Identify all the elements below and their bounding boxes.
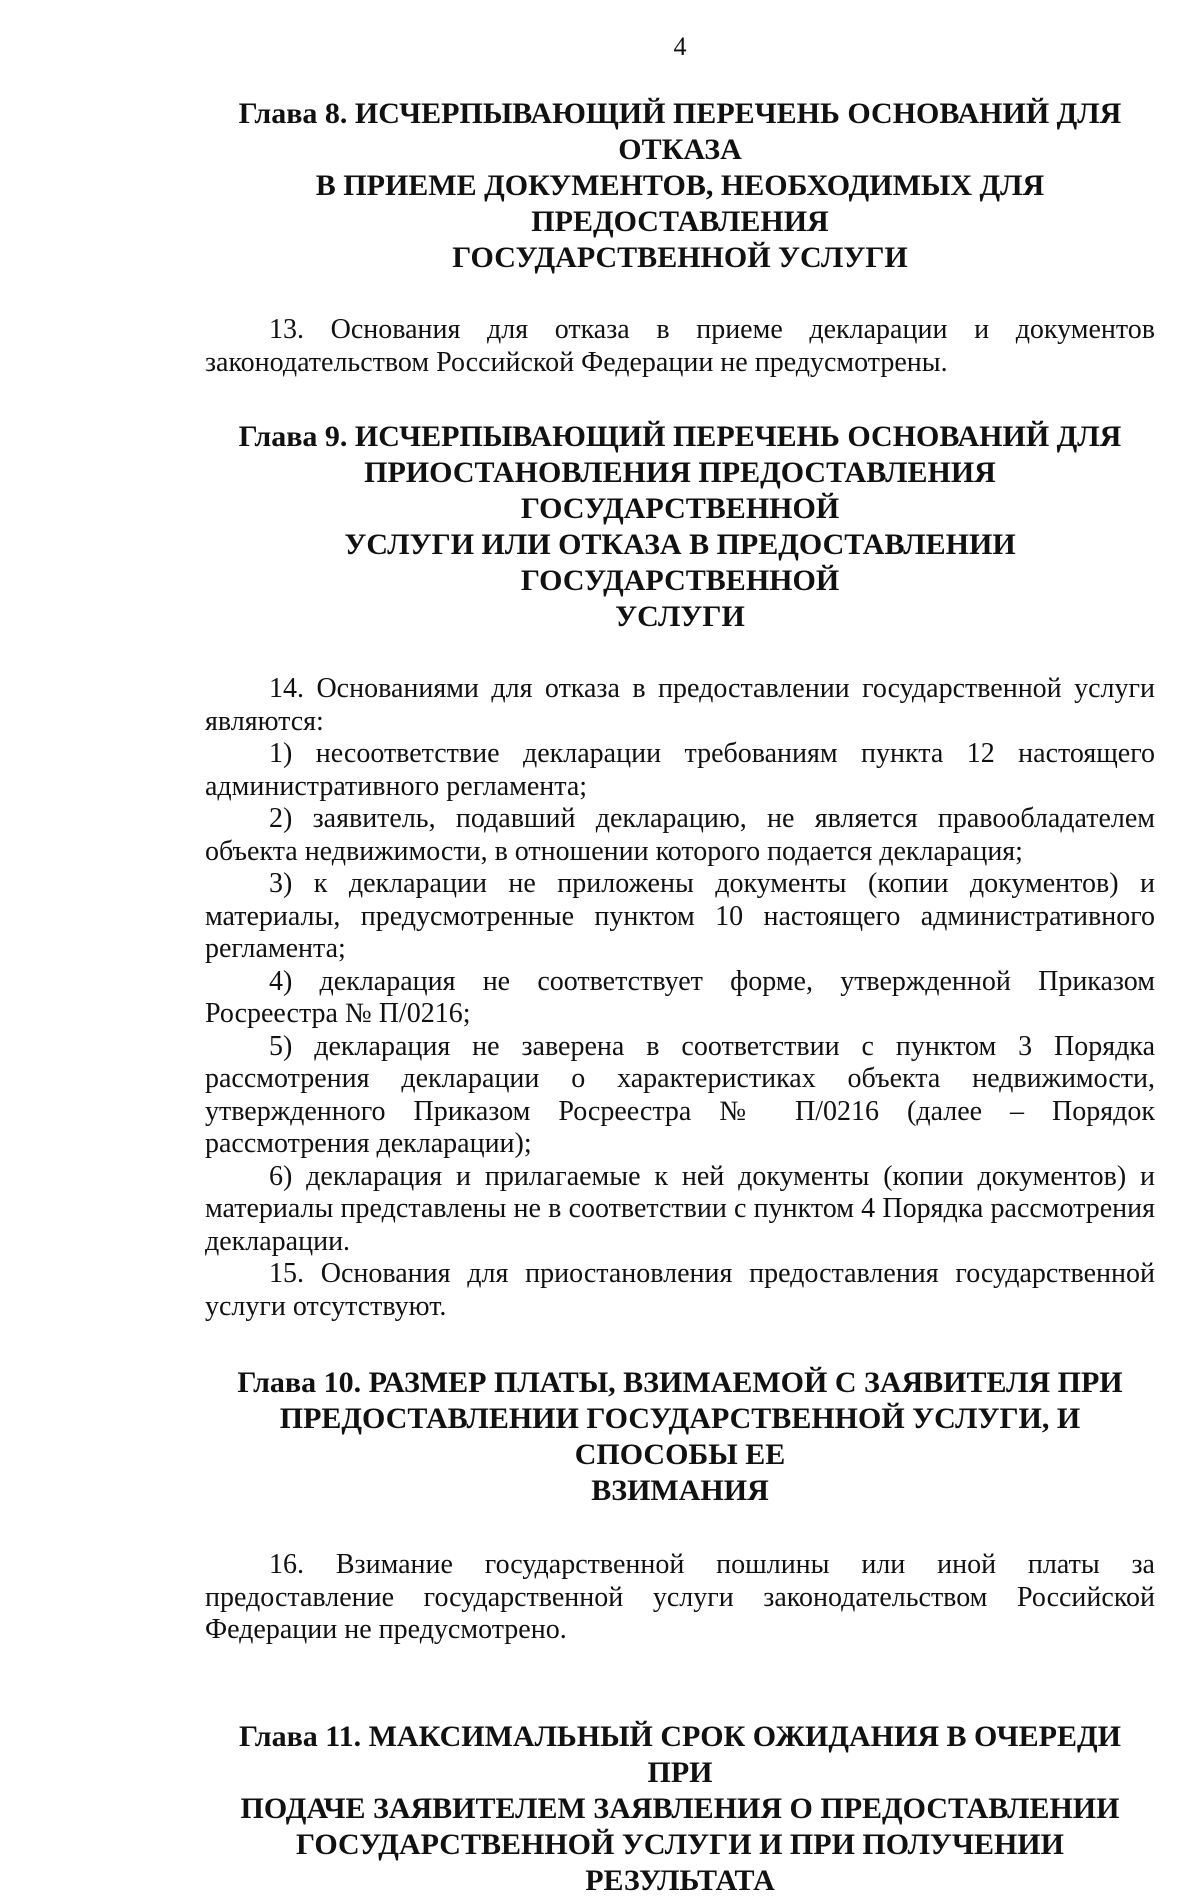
heading-line: ГОСУДАРСТВЕННОЙ УСЛУГИ	[452, 241, 908, 274]
page-number: 4	[673, 32, 687, 61]
list-item-6: 6) декларация и прилагаемые к ней документы (копии документов) и материалы представлены не в соответствии с пунктом 4 Порядка рассмотрения декларации.	[205, 1160, 1155, 1257]
heading-line: В ПРИЕМЕ ДОКУМЕНТОВ, НЕОБХОДИМЫХ ДЛЯ ПРЕДОСТАВЛЕНИЯ	[315, 169, 1045, 238]
paragraph-13: 13. Основания для отказа в приеме декларации и документов законодательством Российской Федерации не предусмотрены.	[205, 314, 1155, 378]
chapter-10-heading	[205, 1365, 1155, 1509]
list-item-5: 5) декларация не заверена в соответствии с пунктом 3 Порядка рассмотрения декларации о характеристиках объекта недвижимости, утвержденного Приказом Росреестра № П/0216 (далее – Порядок рассмотрения декларации);	[205, 1030, 1155, 1159]
chapter-11-heading	[205, 1719, 1155, 1899]
chapter-9-heading	[205, 419, 1155, 635]
paragraph-15: 15. Основания для приостановления предоставления государственной услуги отсутствуют.	[205, 1258, 1155, 1322]
list-item-4: 4) декларация не соответствует форме, утвержденной Приказом Росреестра № П/0216;	[205, 965, 1155, 1029]
list-item-1: 1) несоответствие декларации требованиям пункта 12 настоящего административного регламента;	[205, 738, 1155, 802]
heading-line: ГОСУДАРСТВЕННОЙ УСЛУГИ И ПРИ ПОЛУЧЕНИИ РЕЗУЛЬТАТА	[296, 1827, 1064, 1897]
paragraph-16: 16. Взимание государственной пошлины или иной платы за предоставление государственной услуги законодательством Российской Федерации не предусмотрено.	[205, 1549, 1155, 1645]
heading-line: Глава 8. ИСЧЕРПЫВАЮЩИЙ ПЕРЕЧЕНЬ ОСНОВАНИЙ ДЛЯ ОТКАЗА	[238, 97, 1122, 166]
list-item-3: 3) к декларации не приложены документы (копии документов) и материалы, предусмотренные пунктом 10 настоящего административного регламента;	[205, 868, 1155, 964]
paragraph-14: 14. Основаниями для отказа в предоставлении государственной услуги являются:	[205, 673, 1155, 737]
document-body	[205, 96, 1155, 1899]
heading-line: УСЛУГИ	[615, 600, 745, 633]
heading-line: ПОДАЧЕ ЗАЯВИТЕЛЕМ ЗАЯВЛЕНИЯ О ПРЕДОСТАВЛЕНИИ	[240, 1791, 1120, 1825]
heading-line: Глава 11. МАКСИМАЛЬНЫЙ СРОК ОЖИДАНИЯ В ОЧЕРЕДИ ПРИ	[239, 1719, 1121, 1789]
chapter-8-heading	[205, 96, 1155, 276]
heading-line: Глава 10. РАЗМЕР ПЛАТЫ, ВЗИМАЕМОЙ С ЗАЯВИТЕЛЯ ПРИ	[237, 1366, 1123, 1399]
heading-line: ПРИОСТАНОВЛЕНИЯ ПРЕДОСТАВЛЕНИЯ ГОСУДАРСТВЕННОЙ	[364, 456, 996, 525]
list-item-2: 2) заявитель, подавший декларацию, не является правообладателем объекта недвижимости, в отношении которого подается декларация;	[205, 803, 1155, 867]
heading-line: УСЛУГИ ИЛИ ОТКАЗА В ПРЕДОСТАВЛЕНИИ ГОСУДАРСТВЕННОЙ	[344, 528, 1016, 597]
heading-line: ПРЕДОСТАВЛЕНИИ ГОСУДАРСТВЕННОЙ УСЛУГИ, И СПОСОБЫ ЕЕ	[279, 1402, 1081, 1471]
heading-line: ВЗИМАНИЯ	[591, 1474, 769, 1507]
heading-line: Глава 9. ИСЧЕРПЫВАЮЩИЙ ПЕРЕЧЕНЬ ОСНОВАНИЙ ДЛЯ	[238, 420, 1122, 453]
